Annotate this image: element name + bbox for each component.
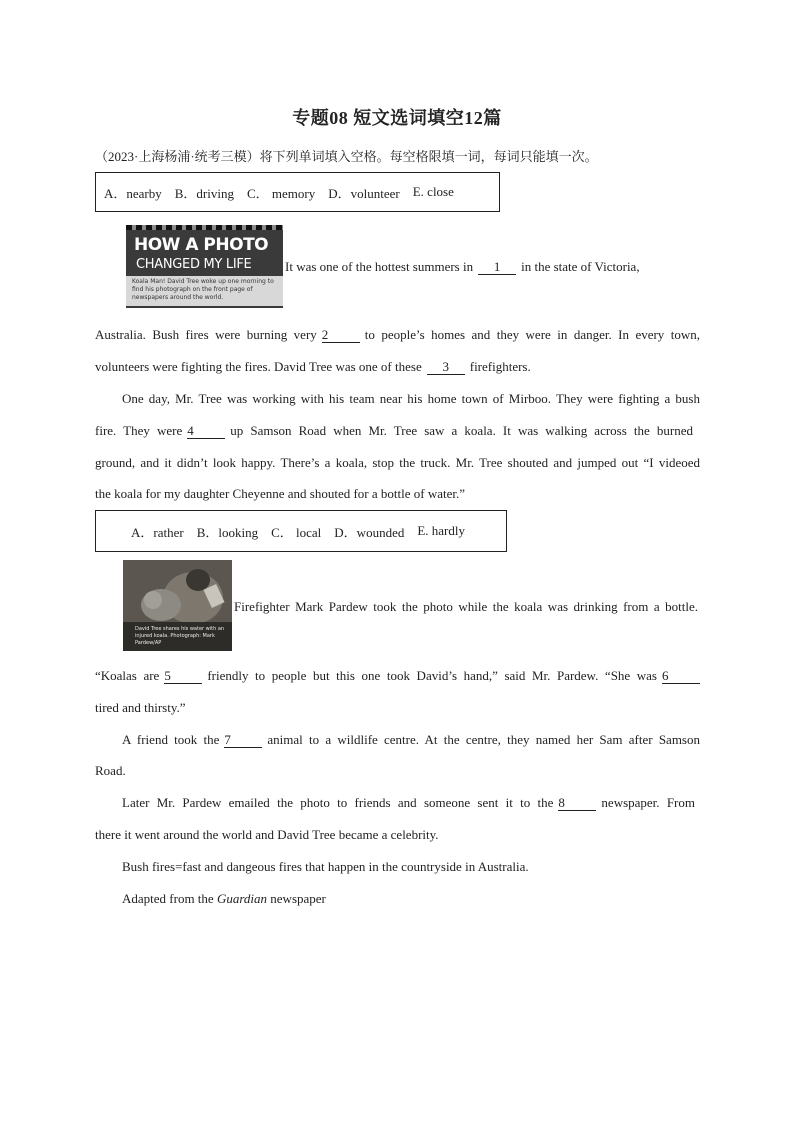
option-e: E. close [412,184,454,199]
passage-line-9: “Koalas are 5 friendly to people but this one took David’s hand,” said Mr. Pardew. “She was 6 [95,668,700,684]
film-strip-top [126,225,283,230]
word-bank-2 [95,510,507,552]
how-a-photo-image [126,225,283,308]
passage-line-1: It was one of the hottest summers in 1 in the state of Victoria, [285,259,640,274]
passage-line-12: Road. [95,763,126,778]
passage-line-2: Australia. Bush fires were burning very 2 to people’s homes and they were in danger. In every town, [95,327,701,342]
source-attribution: Adapted from the Guardian newspaper [122,891,326,906]
image-caption: Koala Man! David Tree woke up one morning to find his photograph on the front page of newspapers around the world. [126,276,283,306]
passage-line-5: fire. They were 4 up Samson Road when Mr. Tree saw a koala. It was walking across the burned [95,423,693,438]
option-b: B．driving [174,185,234,201]
option-c: C． memory [247,185,316,201]
page-title: 专题08 短文选词填空12篇 [292,108,502,128]
option-a: A．rather [131,524,184,540]
option-b: B．looking [196,524,259,540]
passage-line-7: the koala for my daughter Cheyenne and shouted for a bottle of water.” [95,486,466,501]
blank-5[interactable]: 5 [164,669,202,684]
passage-line-14: there it went around the world and David Tree became a celebrity. [95,827,439,842]
footnote: Bush fires=fast and dangeous fires that happen in the countryside in Australia. [122,859,529,874]
image-heading-2: CHANGED MY LIFE [136,257,252,272]
passage-line-13: Later Mr. Pardew emailed the photo to friends and someone sent it to the 8 newspaper. From [122,795,695,810]
option-d: D．wounded [334,524,405,540]
passage-line-6: ground, and it didn’t look happy. There’s a koala, stop the truck. Mr. Tree shouted and jumped out “I videoed [95,455,700,470]
instructions: （2023·上海杨浦·统考三模）将下列单词填入空格。每空格限填一词，每词只能填一次。 [95,149,598,164]
koala-photo-caption: David Tree shares his water with an injured koala. Photograph: Mark Pardew/AP [135,626,225,646]
passage-line-3: volunteers were fighting the fires. David Tree was one of these 3 firefighters. [95,359,531,374]
blank-8[interactable]: 8 [558,796,596,811]
koala-photo [123,560,232,651]
passage-line-10: tired and thirsty.” [95,700,186,715]
passage-line-4: One day, Mr. Tree was working with his team near his home town of Mirboo. They were fighting a bush [122,391,700,406]
image-heading-1: HOW A PHOTO [134,235,269,255]
word-bank-1 [95,172,500,212]
blank-2[interactable]: 2 [322,328,360,343]
blank-6[interactable]: 6 [662,669,700,684]
blank-3[interactable]: 3 [427,360,465,375]
blank-7[interactable]: 7 [224,733,262,748]
option-c: C． local [271,524,322,540]
option-a: A．nearby [104,185,162,201]
source-title: Guardian [216,891,268,906]
option-e: E. hardly [417,523,465,538]
passage-line-11: A friend took the 7 animal to a wildlife centre. At the centre, they named her Sam after Samson [122,732,700,747]
blank-4[interactable]: 4 [187,424,225,439]
blank-1[interactable]: 1 [478,260,516,275]
option-d: D．volunteer [328,185,400,201]
passage-line-8: Firefighter Mark Pardew took the photo while the koala was drinking from a bottle. [234,599,698,614]
